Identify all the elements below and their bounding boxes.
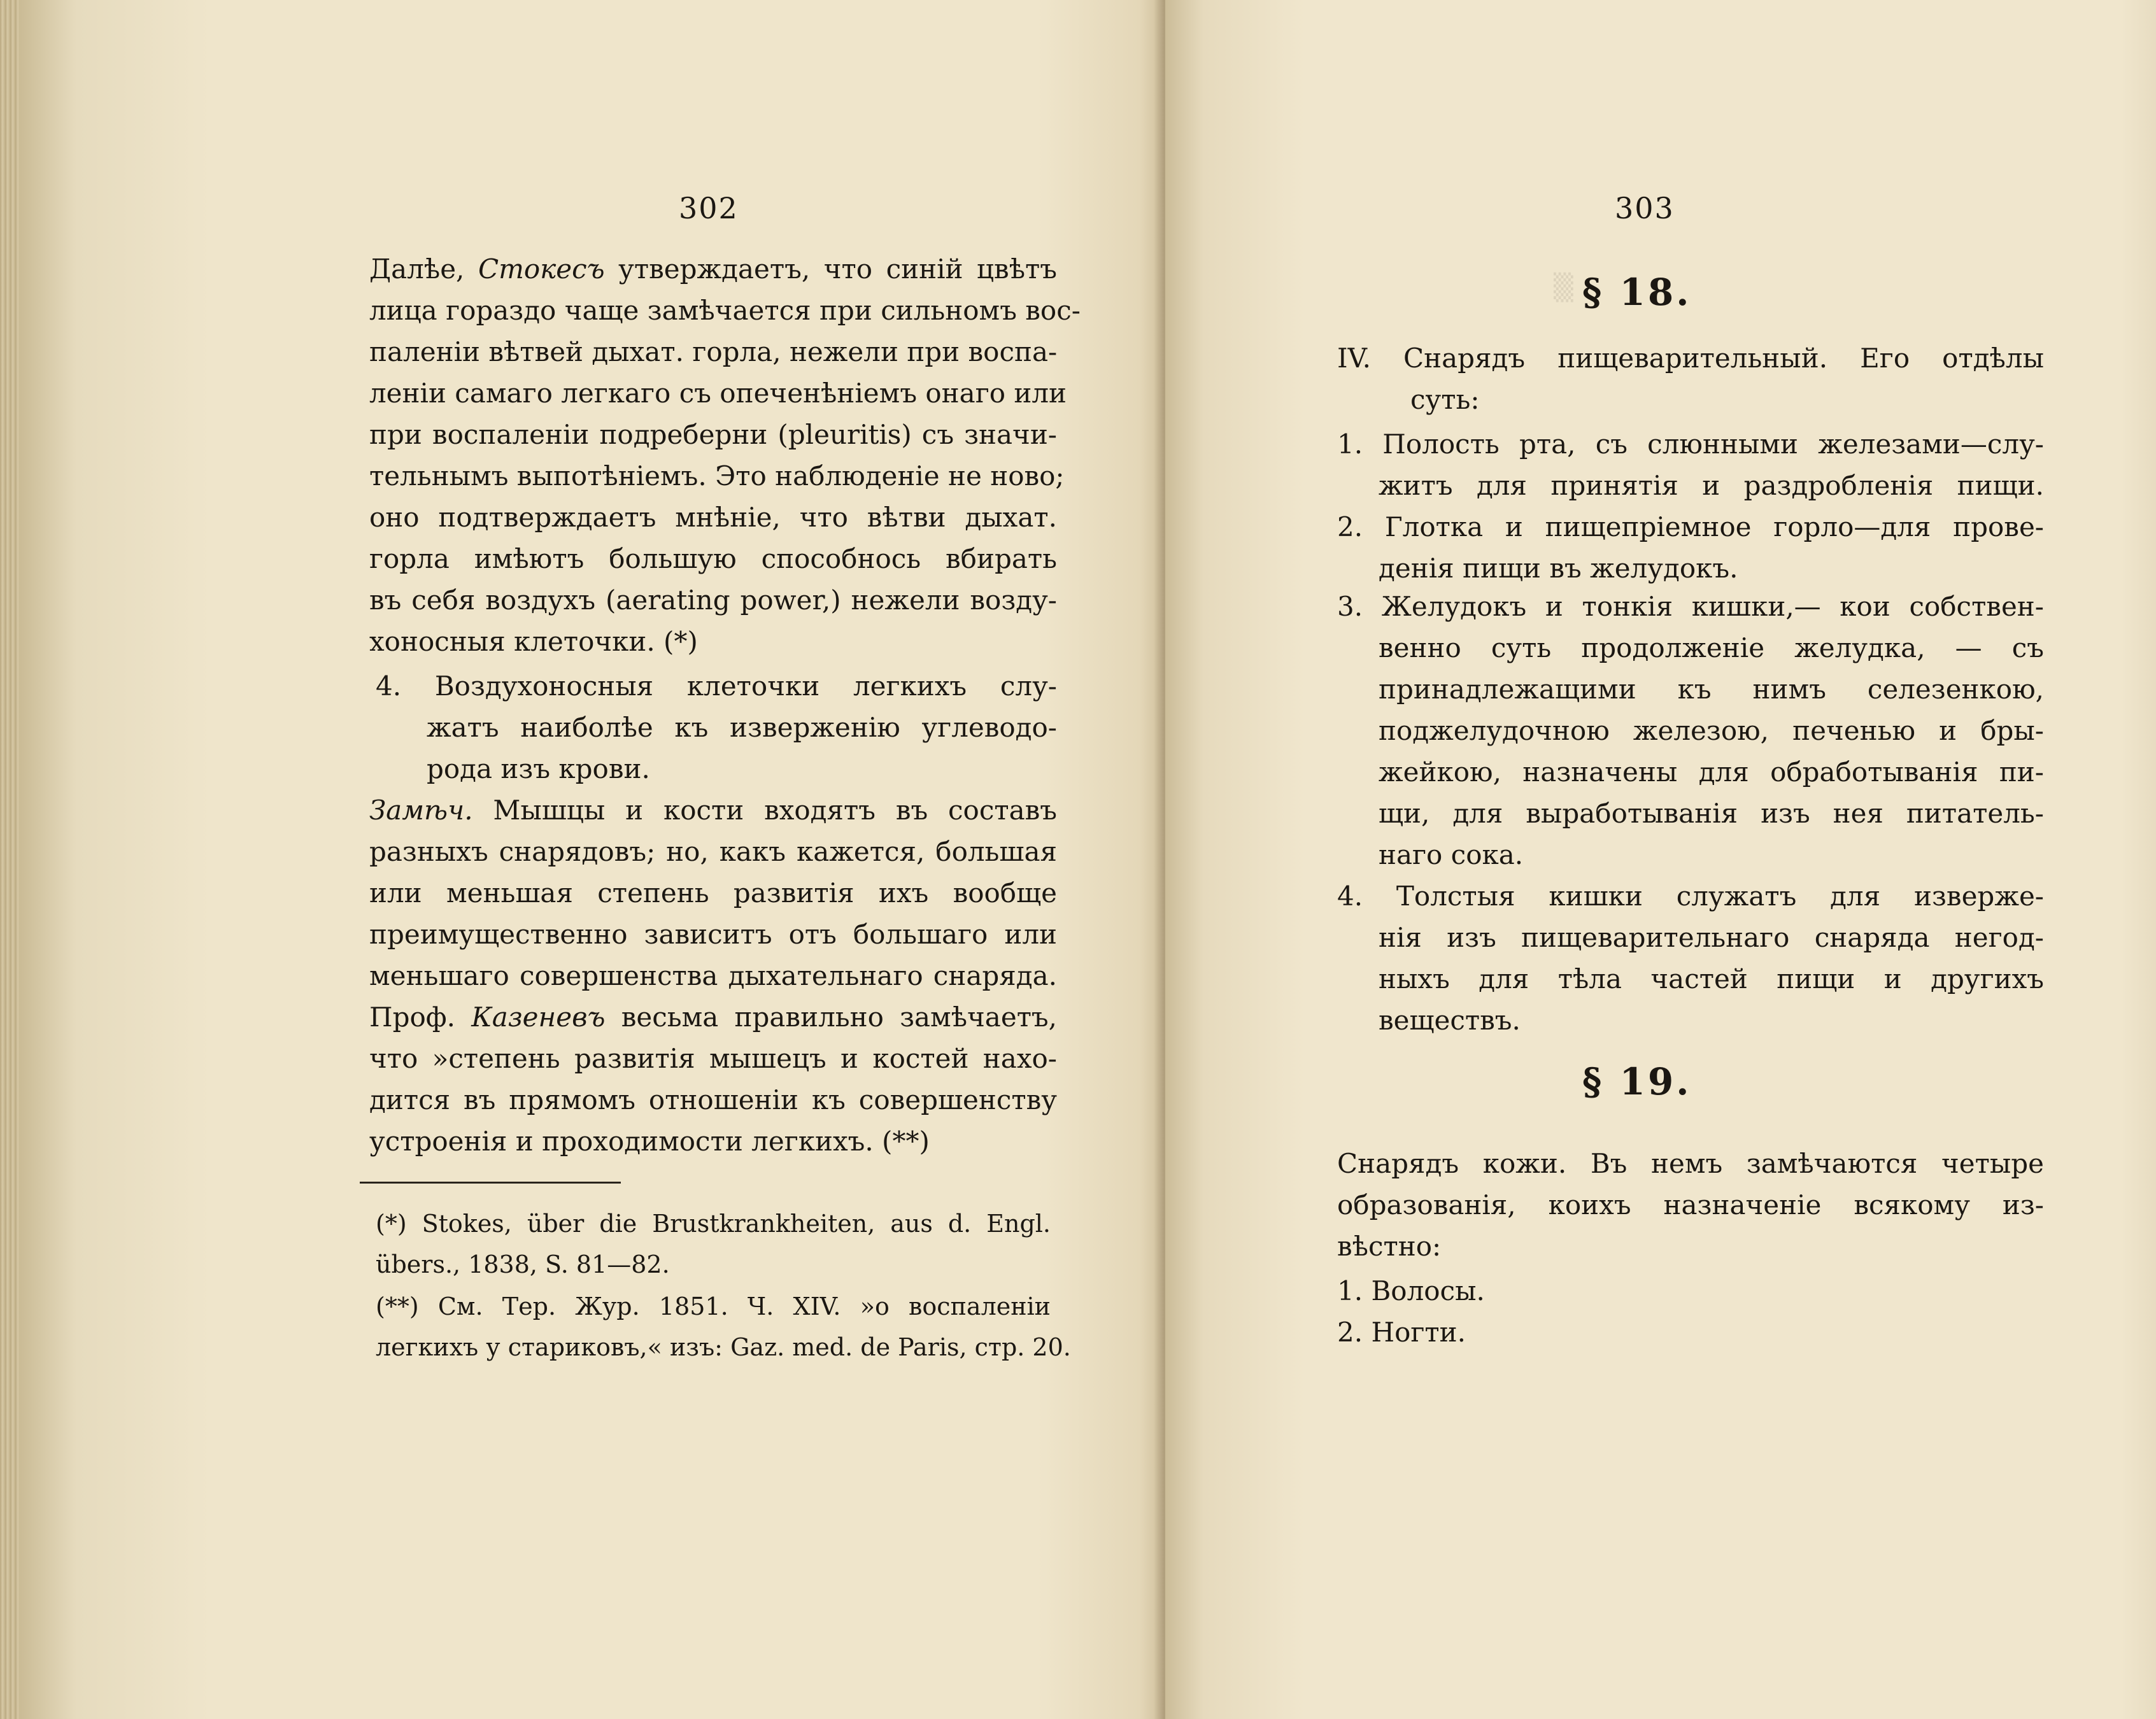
section-18-item-2 [1337,506,2044,589]
left-remark [369,789,1057,1162]
footnote-1 [376,1203,1051,1285]
text-line: лица гораздо чаще замѣчается при сильномъ вос- [369,295,1081,326]
text-line: ныхъ для тѣла частей пищи и другихъ [1379,963,2044,994]
footnote-line: (*) Stokes, über die Brustkrankheiten, aus d. Engl. [376,1210,1051,1238]
section-heading-18: § 18. [1582,271,1692,314]
text-line: Далѣе, Стокесъ утверждаетъ, что синій цвѣтъ [369,253,1057,285]
text-line: Снарядъ кожи. Въ немъ замѣчаются четыре [1337,1148,2044,1179]
text-line: Проф. Казеневъ весьма правильно замѣчаетъ, [369,1001,1058,1033]
text-line: поджелудочною железою, печенью и бры- [1379,715,2044,746]
text-line: денія пищи въ желудокъ. [1379,553,1738,584]
text-line: 1. Полость рта, съ слюнными железами—слу- [1337,428,2044,460]
text-line: 3. Желудокъ и тонкія кишки,— кои собствен- [1337,591,2044,622]
text-line: вѣстно: [1337,1231,1442,1262]
text-line: 4. Толстыя кишки служатъ для изверже- [1337,881,2045,912]
section-19-items [1337,1270,1719,1353]
text-line: принадлежащими къ нимъ селезенкою, [1379,674,2044,705]
text-line: житъ для принятія и раздробленія пищи. [1379,470,2044,501]
list-item: 2. Ногти. [1337,1317,1466,1348]
text-line: суть: [1410,384,1480,415]
page-edges [0,0,19,1719]
text-line: нія изъ пищеварительнаго снаряда негод- [1379,922,2044,953]
footnote-line: легкихъ у стариковъ,« изъ: Gaz. med. de Paris, стр. 20. [376,1333,1071,1361]
text-line: оно подтверждаетъ мнѣніе, что вѣтви дыхат. [369,502,1057,533]
text-line: веществъ. [1379,1005,1521,1036]
text-line: 4. Воздухоносныя клеточки легкихъ слу- [376,670,1057,702]
text-line: леніи самаго легкаго съ опеченѣніемъ онаго или [369,378,1067,409]
section-18-intro [1337,337,2044,420]
text-line: при воспаленіи подреберни (pleuritis) съ значи- [369,419,1057,450]
list-item: 1. Волосы. [1337,1275,1485,1306]
text-line: меньшаго совершенства дыхательнаго снаряда. [369,960,1057,991]
section-18-item-3 [1337,586,2044,875]
footnote-line: (**) См. Тер. Жур. 1851. Ч. XIV. »о воспаленіи [376,1292,1051,1320]
section-19-intro [1337,1143,2044,1267]
page-number-right: 303 [1615,191,1675,225]
text-line: дится въ прямомъ отношеніи къ совершенству [369,1084,1057,1115]
text-line: рода изъ крови. [427,753,650,784]
show-through-text: ▒ [1554,273,1573,302]
footnote-2 [376,1286,1071,1368]
section-18-item-4 [1337,875,2044,1041]
text-line: въ себя воздухъ (aerating power,) нежели возду- [369,584,1057,616]
left-page [19,0,1165,1719]
text-line: или меньшая степень развитія ихъ вообще [369,877,1057,909]
text-line: щи, для выработыванія изъ нея питатель- [1379,798,2044,829]
footnote-line: übers., 1838, S. 81—82. [376,1250,670,1278]
text-line: устроенія и проходимости легкихъ. (**) [369,1126,930,1157]
footnote-rule [360,1182,621,1184]
text-line: паленіи вѣтвей дыхат. горла, нежели при воспа- [369,336,1058,367]
text-line: образованія, коихъ назначеніе всякому из- [1337,1189,2044,1220]
text-line: разныхъ снарядовъ; но, какъ кажется, большая [369,836,1057,867]
section-18-item-1 [1337,423,2044,506]
text-line: Замѣч. Мышцы и кости входятъ въ составъ [369,795,1057,826]
text-line: IV. Снарядъ пищеварительный. Его отдѣлы [1337,343,2044,374]
text-line: преимущественно зависитъ отъ большаго или [369,919,1057,950]
text-line: 2. Глотка и пищепріемное горло—для прове- [1337,511,2044,542]
text-line: что »степень развитія мышецъ и костей нахо- [369,1043,1057,1074]
section-heading-19: § 19. [1582,1060,1692,1103]
right-page [1165,0,2156,1719]
text-line: наго сока. [1379,839,1524,870]
left-paragraph-1 [369,248,1081,662]
left-item-4 [376,665,1057,789]
page-number-left: 302 [679,191,739,225]
text-line: хоносныя клеточки. (*) [369,626,698,657]
text-line: горла имѣютъ большую способнось вбирать [369,543,1057,574]
text-line: венно суть продолженіе желудка, — съ [1379,632,2044,663]
text-line: тельнымъ выпотѣніемъ. Это наблюденіе не ново; [369,460,1065,492]
remark-label: Замѣч. [369,795,473,826]
text-line: жатъ наиболѣе къ изверженію углеводо- [427,712,1057,743]
text-line: жейкою, назначены для обработыванія пи- [1379,756,2044,788]
